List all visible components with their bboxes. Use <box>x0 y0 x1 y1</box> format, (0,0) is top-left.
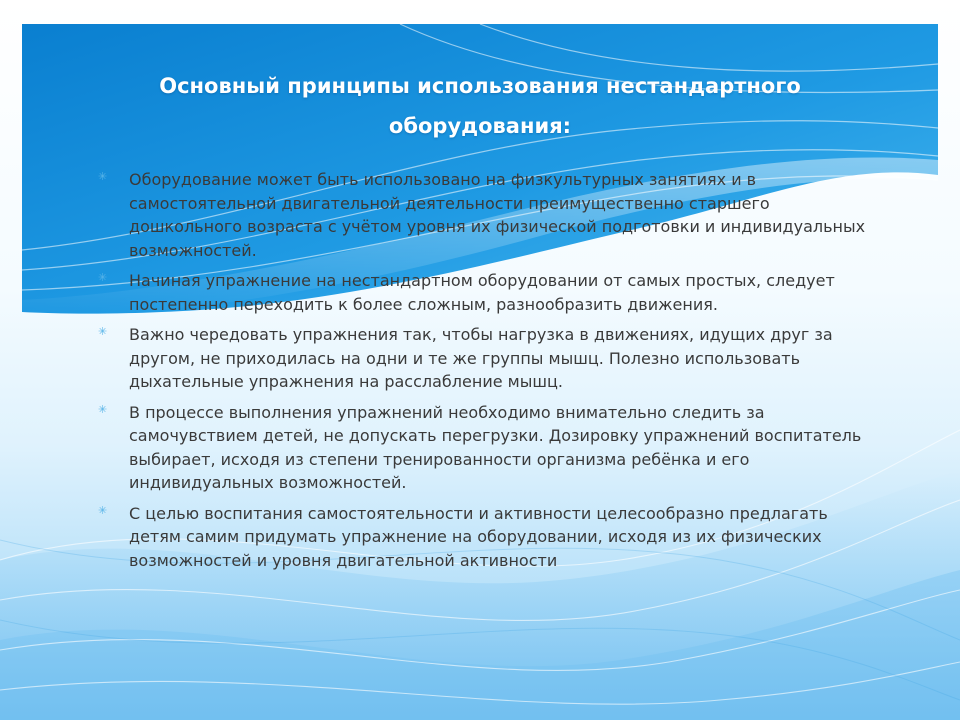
bullet-item <box>98 502 878 573</box>
bullet-text: Оборудование может быть использовано на физкультурных занятиях и в самостоятельной двигательной деятельности преимущественно старшего дошкольного возраста с учётом уровня их физической подготовки и индивидуальных возможностей. <box>129 170 866 260</box>
bullet-item <box>98 269 878 316</box>
bullet-list <box>98 168 878 579</box>
bullet-item <box>98 323 878 394</box>
title-line-1: Основный принципы использования нестандартного <box>159 74 801 98</box>
title-line-2: оборудования: <box>388 114 572 138</box>
bullet-item <box>98 168 878 262</box>
bullet-text: Важно чередовать упражнения так, чтобы нагрузка в движениях, идущих друг за другом, не приходилась на одни и те же группы мышц. Полезно использовать дыхательные упражнения на расслабление мышц. <box>129 325 833 391</box>
asterisk-icon: ✳ <box>98 170 108 183</box>
bullet-item <box>98 401 878 495</box>
asterisk-icon: ✳ <box>98 271 108 284</box>
asterisk-icon: ✳ <box>98 503 108 517</box>
asterisk-icon: ✳ <box>98 325 108 338</box>
bullet-text: С целью воспитания самостоятельности и активности целесообразно предлагать детям самим придумать упражнение на оборудовании, исходя из их физических возможностей и уровня двигательной активности <box>129 503 828 570</box>
bullet-text: Начиная упражнение на нестандартном оборудовании от самых простых, следует постепенно переходить к более сложным, разнообразить движения. <box>129 271 835 314</box>
asterisk-icon: ✳ <box>98 402 108 416</box>
bullet-text: В процессе выполнения упражнений необходимо внимательно следить за самочувствием детей, не допускать перегрузки. Дозировку упражнений воспитатель выбирает, исходя из степени тренированности организма ребёнка и его индивидуальных возможностей. <box>129 402 862 492</box>
slide-title <box>60 66 900 146</box>
